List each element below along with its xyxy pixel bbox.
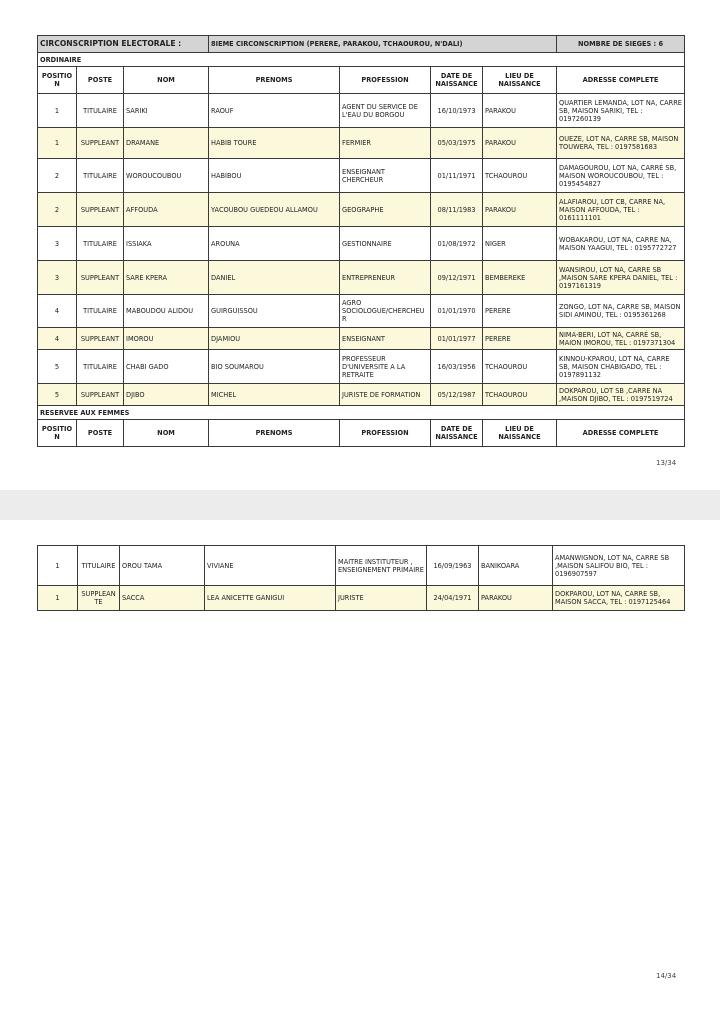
cell-poste: TITULAIRE	[78, 546, 120, 586]
cell-lieu: TCHAOUROU	[483, 350, 557, 384]
cell-date: 01/08/1972	[431, 227, 483, 261]
cell-nom: DRAMANE	[124, 128, 209, 159]
page-number: 14/34	[656, 972, 677, 980]
circonscription-name: 8IEME CIRCONSCRIPTION (PERERE, PARAKOU, TCHAOUROU, N'DALI)	[209, 36, 557, 53]
col-adresse: ADRESSE COMPLETE	[557, 67, 685, 94]
cell-poste: SUPPLEANT	[77, 384, 124, 406]
cell-adresse: ZONGO, LOT NA, CARRE SB, MAISON SIDI AMINOU, TEL : 0195361268	[557, 295, 685, 328]
cell-date: 01/01/1977	[431, 328, 483, 350]
cell-prenoms: DANIEL	[209, 261, 340, 295]
col-adresse: ADRESSE COMPLETE	[557, 420, 685, 447]
section-femmes	[38, 406, 685, 420]
candidates-table-continued	[37, 545, 685, 611]
cell-prenoms: DJAMIOU	[209, 328, 340, 350]
cell-lieu: TCHAOUROU	[483, 384, 557, 406]
table-row	[38, 227, 685, 261]
col-prenoms: PRENOMS	[209, 67, 340, 94]
cell-profession: AGRO SOCIOLOGUE/CHERCHEUR	[340, 295, 431, 328]
cell-poste: TITULAIRE	[77, 227, 124, 261]
cell-position: 1	[38, 128, 77, 159]
col-position: POSITION	[38, 67, 77, 94]
cell-nom: AFFOUDA	[124, 193, 209, 227]
cell-nom: WOROUCOUBOU	[124, 159, 209, 193]
cell-prenoms: HABIB TOURE	[209, 128, 340, 159]
table-row	[38, 350, 685, 384]
cell-nom: OROU TAMA	[120, 546, 205, 586]
cell-adresse: KINNOU-KPAROU, LOT NA, CARRE SB, MAISON CHABIGADO, TEL : 0197891132	[557, 350, 685, 384]
cell-prenoms: YACOUBOU GUEDEOU ALLAMOU	[209, 193, 340, 227]
cell-poste: TITULAIRE	[77, 295, 124, 328]
cell-position: 2	[38, 193, 77, 227]
col-profession: PROFESSION	[340, 67, 431, 94]
col-date: DATE DE NAISSANCE	[431, 67, 483, 94]
table-row	[38, 328, 685, 350]
cell-lieu: NIGER	[483, 227, 557, 261]
cell-nom: SARE KPERA	[124, 261, 209, 295]
cell-nom: SARIKI	[124, 94, 209, 128]
cell-adresse: AMANWIGNON, LOT NA, CARRE SB ,MAISON SALIFOU BIO, TEL : 0196907597	[553, 546, 685, 586]
cell-nom: ISSIAKA	[124, 227, 209, 261]
cell-adresse: NIMA-BERI, LOT NA, CARRÉ SB, MAION IMOROU, TEL : 0197371304	[557, 328, 685, 350]
circonscription-label: CIRCONSCRIPTION ELECTORALE :	[38, 36, 209, 53]
cell-profession: JURISTE	[336, 586, 427, 611]
cell-date: 24/04/1971	[427, 586, 479, 611]
table-row	[38, 295, 685, 328]
column-header-row	[38, 67, 685, 94]
cell-adresse: QUARTIER LEMANDA, LOT NA, CARRE SB, MAISON SARIKI, TEL : 0197260139	[557, 94, 685, 128]
cell-prenoms: HABIBOU	[209, 159, 340, 193]
cell-adresse: WANSIROU, LOT NA, CARRE SB ,MAISON SARE KPERA DANIEL, TEL : 0197161319	[557, 261, 685, 295]
cell-position: 5	[38, 384, 77, 406]
page-number: 13/34	[656, 459, 677, 467]
col-lieu: LIEU DE NAISSANCE	[483, 67, 557, 94]
document-page-13	[0, 0, 720, 490]
cell-lieu: PERERE	[483, 328, 557, 350]
table-row	[38, 384, 685, 406]
cell-position: 3	[38, 261, 77, 295]
cell-nom: DJIBO	[124, 384, 209, 406]
cell-poste: TITULAIRE	[77, 94, 124, 128]
cell-adresse: DOKPAROU, LOT NA, CARRE SB, MAISON SACCA, TEL : 0197125464	[553, 586, 685, 611]
col-prenoms: PRENOMS	[209, 420, 340, 447]
cell-prenoms: BIO SOUMAROU	[209, 350, 340, 384]
cell-poste: SUPPLEANT	[77, 328, 124, 350]
cell-profession: GEOGRAPHE	[340, 193, 431, 227]
table-row	[38, 261, 685, 295]
cell-position: 4	[38, 328, 77, 350]
col-position: POSITION	[38, 420, 77, 447]
cell-date: 01/11/1971	[431, 159, 483, 193]
cell-lieu: PARAKOU	[483, 128, 557, 159]
cell-profession: JURISTE DE FORMATION	[340, 384, 431, 406]
cell-prenoms: MICHEL	[209, 384, 340, 406]
col-profession: PROFESSION	[340, 420, 431, 447]
cell-date: 16/03/1956	[431, 350, 483, 384]
cell-poste: SUPPLEANT	[77, 261, 124, 295]
cell-prenoms: VIVIANE	[205, 546, 336, 586]
cell-position: 1	[38, 546, 78, 586]
table-row	[38, 586, 685, 611]
cell-adresse: OUEZE, LOT NA, CARRE SB, MAISON TOUWERA, TEL : 0197581683	[557, 128, 685, 159]
cell-profession: MAITRE INSTITUTEUR , ENSEIGNEMENT PRIMAIRE	[336, 546, 427, 586]
table-row	[38, 159, 685, 193]
cell-position: 5	[38, 350, 77, 384]
sieges-count: NOMBRE DE SIEGES : 6	[557, 36, 685, 53]
candidates-table	[37, 35, 685, 447]
cell-position: 2	[38, 159, 77, 193]
cell-position: 3	[38, 227, 77, 261]
page-separator	[0, 490, 720, 520]
col-poste: POSTE	[77, 67, 124, 94]
section-ordinaire	[38, 53, 685, 67]
col-date: DATE DE NAISSANCE	[431, 420, 483, 447]
cell-adresse: DOKPAROU, LOT SB ,CARRE NA ,MAISON DJIBO, TEL : 0197519724	[557, 384, 685, 406]
cell-profession: AGENT DU SERVICE DE L'EAU DU BORGOU	[340, 94, 431, 128]
cell-nom: CHABI GADO	[124, 350, 209, 384]
table-row	[38, 193, 685, 227]
table-row	[38, 94, 685, 128]
cell-lieu: PERERE	[483, 295, 557, 328]
cell-profession: PROFESSEUR D'UNIVERSITE A LA RETRAITE	[340, 350, 431, 384]
cell-profession: ENTREPRENEUR	[340, 261, 431, 295]
cell-poste: TITULAIRE	[77, 350, 124, 384]
cell-profession: FERMIER	[340, 128, 431, 159]
cell-date: 05/03/1975	[431, 128, 483, 159]
document-page-14	[0, 520, 720, 1024]
cell-lieu: PARAKOU	[483, 94, 557, 128]
cell-lieu: PARAKOU	[483, 193, 557, 227]
cell-date: 16/09/1963	[427, 546, 479, 586]
section-femmes-label: RESERVEE AUX FEMMES	[38, 406, 685, 420]
cell-poste: TITULAIRE	[77, 159, 124, 193]
col-nom: NOM	[124, 67, 209, 94]
section-ordinaire-label: ORDINAIRE	[38, 53, 685, 67]
table-row	[38, 128, 685, 159]
cell-lieu: PARAKOU	[479, 586, 553, 611]
col-nom: NOM	[124, 420, 209, 447]
cell-position: 1	[38, 94, 77, 128]
col-lieu: LIEU DE NAISSANCE	[483, 420, 557, 447]
cell-profession: ENSEIGNANT	[340, 328, 431, 350]
cell-lieu: BANIKOARA	[479, 546, 553, 586]
cell-poste: SUPPLEANT	[77, 193, 124, 227]
cell-poste: SUPPLEANTE	[78, 586, 120, 611]
cell-date: 09/12/1971	[431, 261, 483, 295]
header-row	[38, 36, 685, 53]
cell-profession: ENSEIGNANT CHERCHEUR	[340, 159, 431, 193]
cell-lieu: TCHAOUROU	[483, 159, 557, 193]
cell-prenoms: AROUNA	[209, 227, 340, 261]
table-row	[38, 546, 685, 586]
cell-position: 1	[38, 586, 78, 611]
cell-date: 05/12/1987	[431, 384, 483, 406]
cell-nom: IMOROU	[124, 328, 209, 350]
cell-adresse: ALAFIAROU, LOT CB, CARRE NA, MAISON AFFOUDA, TEL : 0161111101	[557, 193, 685, 227]
col-poste: POSTE	[77, 420, 124, 447]
cell-prenoms: RAOUF	[209, 94, 340, 128]
cell-nom: SACCA	[120, 586, 205, 611]
cell-lieu: BEMBEREKE	[483, 261, 557, 295]
cell-date: 01/01/1970	[431, 295, 483, 328]
cell-nom: MABOUDOU ALIDOU	[124, 295, 209, 328]
column-header-row	[38, 420, 685, 447]
cell-prenoms: GUIRGUISSOU	[209, 295, 340, 328]
cell-date: 08/11/1983	[431, 193, 483, 227]
cell-profession: GESTIONNAIRE	[340, 227, 431, 261]
cell-date: 16/10/1973	[431, 94, 483, 128]
cell-adresse: DAMAGOUROU, LOT NA, CARRÉ SB, MAISON WOROUCOUBOU, TEL : 0195454827	[557, 159, 685, 193]
cell-prenoms: LEA ANICETTE GANIGUI	[205, 586, 336, 611]
cell-adresse: WOBAKAROU, LOT NA, CARRE NA, MAISON YAAGUI, TEL : 0195772727	[557, 227, 685, 261]
cell-poste: SUPPLEANT	[77, 128, 124, 159]
cell-position: 4	[38, 295, 77, 328]
